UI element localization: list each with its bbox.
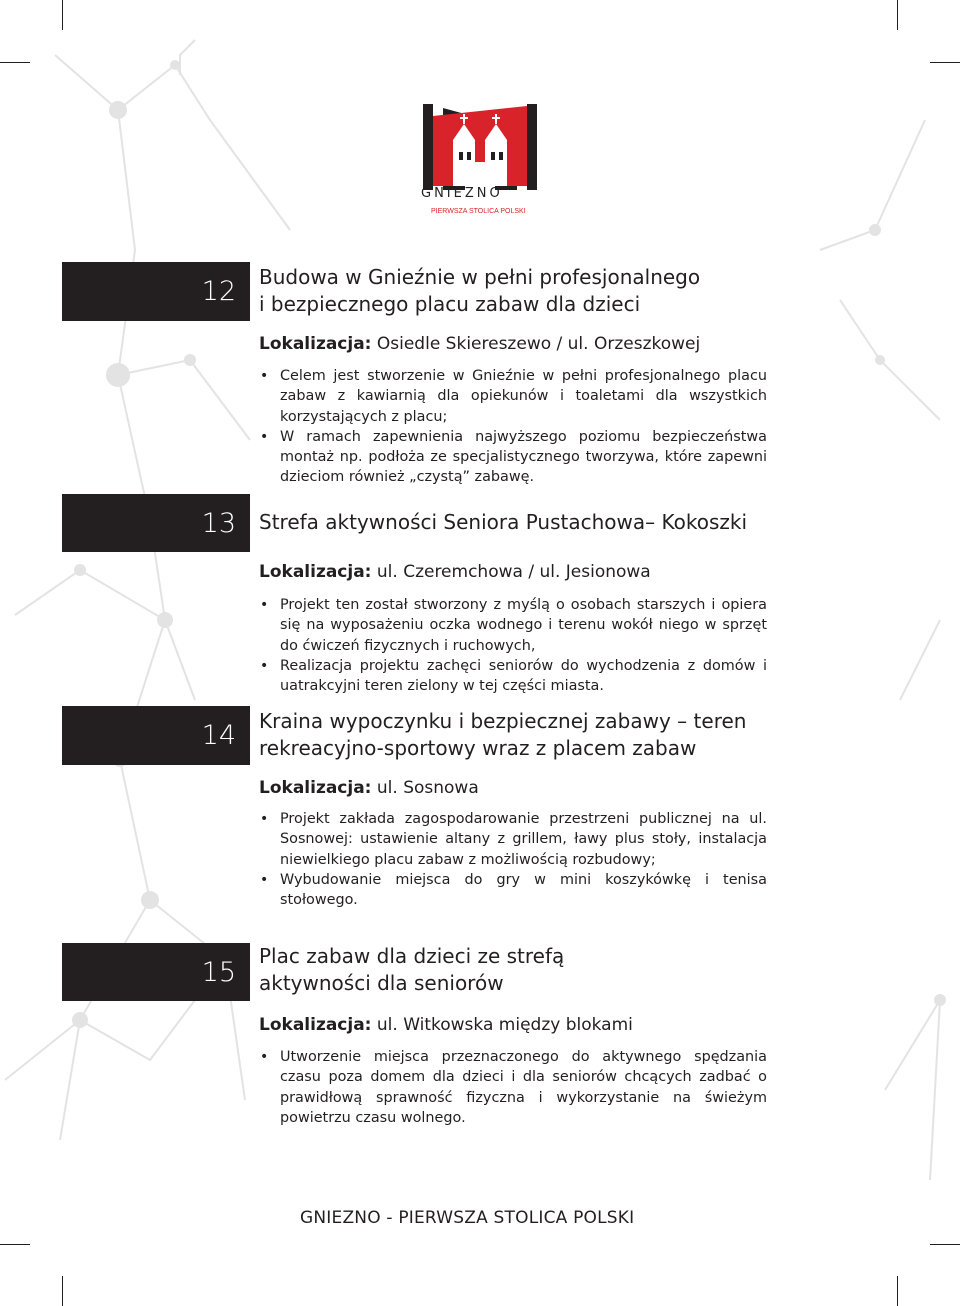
list-item: • Projekt ten został stworzony z myślą o osobach starszych i opiera się na wyposażeniu oczka wodnego i terenu wokół niego w sprzęt do ćwiczeń fizycznych i ruchowych, (259, 595, 767, 656)
project-title-line: rekreacyjno-sportowy wraz z placem zabaw (259, 736, 697, 760)
project-number-bar (62, 494, 250, 552)
project-title-line: Strefa aktywności Seniora Pustachowa– Kokoszki (259, 510, 747, 534)
location-label: Lokalizacja: (259, 1015, 372, 1035)
project-title-line: Plac zabaw dla dzieci ze strefą (259, 944, 565, 968)
logo-name: GNIEZNO (421, 186, 503, 201)
project-bullets (259, 366, 767, 488)
location-label: Lokalizacja: (259, 778, 372, 798)
project-bullets (259, 595, 767, 696)
list-item: • Realizacja projektu zachęci seniorów do wychodzenia z domów i uatrakcyjni teren zielony w tej części miasta. (259, 656, 767, 697)
project-bullets (259, 809, 767, 910)
project-title (259, 264, 819, 318)
project-number: 12 (201, 276, 236, 307)
project-number-bar (62, 943, 250, 1001)
list-item: • W ramach zapewnienia najwyższego poziomu bezpieczeństwa montaż np. podłoża ze specjalistycznego tworzywa, które zapewni dzieciom również „czystą” zabawę. (259, 427, 767, 488)
location-label: Lokalizacja: (259, 334, 372, 354)
logo-subtitle: PIERWSZA STOLICA POLSKI (431, 208, 526, 215)
project-title (259, 708, 819, 762)
project-title-line: Budowa w Gnieźnie w pełni profesjonalnego (259, 265, 701, 289)
project-title-line: i bezpiecznego placu zabaw dla dzieci (259, 292, 641, 316)
project-location (259, 561, 819, 583)
location-value: ul. Witkowska między blokami (371, 1015, 633, 1035)
project-number-bar (62, 706, 250, 765)
list-item: • Utworzenie miejsca przeznaczonego do aktywnego spędzania czasu poza domem dla dzieci i dla seniorów chcących zadbać o prawidłową sprawność fizyczna i wykorzystanie na świeżym powietrzu czasu wolnego. (259, 1047, 767, 1128)
list-item: • Celem jest stworzenie w Gnieźnie w pełni profesjonalnego placu zabaw z kawiarnią dla opiekunów i toaletami dla wszystkich korzystających z placu; (259, 366, 767, 427)
project-title (259, 943, 819, 997)
location-value: Osiedle Skiereszewo / ul. Orzeszkowej (371, 334, 701, 354)
project-location (259, 333, 819, 355)
list-item: • Wybudowanie miejsca do gry w mini koszykówkę i tenisa stołowego. (259, 870, 767, 911)
project-bullets (259, 1047, 767, 1128)
project-location (259, 1014, 819, 1036)
gniezno-logo (415, 100, 545, 225)
footer-text: GNIEZNO - PIERWSZA STOLICA POLSKI (300, 1208, 635, 1228)
project-title (259, 509, 819, 536)
location-label: Lokalizacja: (259, 562, 372, 582)
location-value: ul. Sosnowa (371, 778, 479, 798)
location-value: ul. Czeremchowa / ul. Jesionowa (371, 562, 651, 582)
project-title-line: aktywności dla seniorów (259, 971, 504, 995)
project-number: 14 (201, 720, 236, 751)
project-number: 15 (201, 956, 236, 988)
project-location (259, 777, 819, 799)
project-title-line: Kraina wypoczynku i bezpiecznej zabawy – teren (259, 709, 747, 733)
list-item: • Projekt zakłada zagospodarowanie przestrzeni publicznej na ul. Sosnowej: ustawienie altany z grillem, ławy plus stoły, instalacja niewielkiego placu zabaw z możliwością rozbudowy; (259, 809, 767, 870)
project-number-bar (62, 262, 250, 321)
project-number: 13 (201, 507, 236, 539)
